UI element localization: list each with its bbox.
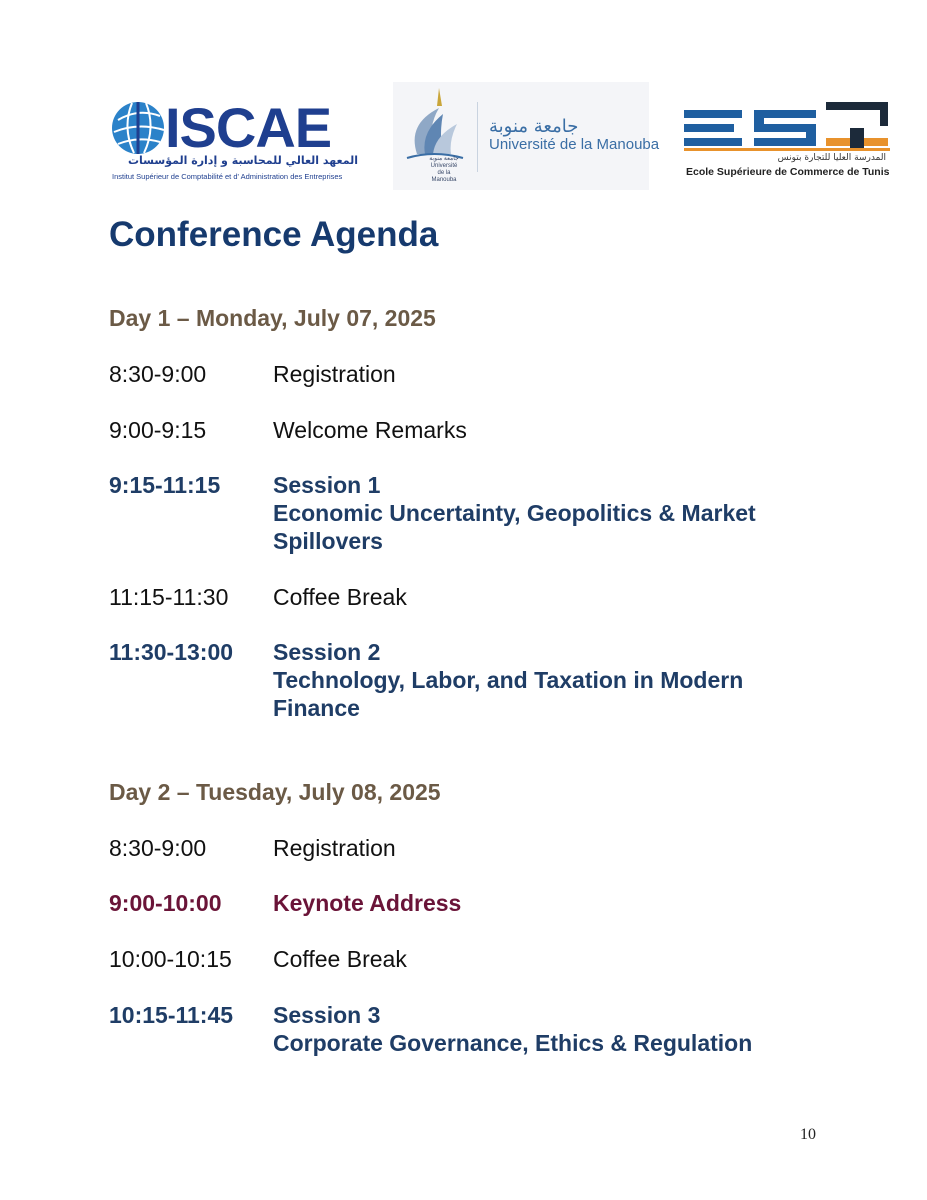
agenda-description xyxy=(273,889,833,917)
agenda-line: Registration xyxy=(273,361,396,387)
manouba-french-name: Université de la Manouba xyxy=(489,136,660,153)
agenda-time: 9:00-10:00 xyxy=(109,890,222,916)
esc-french-name: Ecole Supérieure de Commerce de Tunis xyxy=(686,166,890,178)
session-topic: Corporate Governance, Ethics & Regulation xyxy=(273,1030,753,1056)
agenda-description xyxy=(273,638,833,722)
agenda-time: 11:15-11:30 xyxy=(109,584,229,610)
agenda-time: 10:00-10:15 xyxy=(109,946,232,972)
iscae-french-name: Institut Supérieur de Comptabilité et d' Administration des Entreprises xyxy=(112,172,343,181)
agenda-description xyxy=(273,583,833,611)
manouba-logo xyxy=(393,82,660,190)
agenda-line: Coffee Break xyxy=(273,584,407,610)
day-heading: Day 1 – Monday, July 07, 2025 xyxy=(109,305,436,331)
session-topic: Economic Uncertainty, Geopolitics & Market xyxy=(273,500,756,526)
agenda-time: 9:15-11:15 xyxy=(109,472,221,498)
agenda-description xyxy=(273,416,833,444)
agenda-description xyxy=(273,471,833,555)
session-topic: Technology, Labor, and Taxation in Modern xyxy=(273,667,744,693)
agenda-line: Coffee Break xyxy=(273,946,407,972)
iscae-globe-icon xyxy=(110,98,170,158)
agenda-description xyxy=(273,1001,833,1057)
session-label: Session 1 xyxy=(273,472,381,498)
agenda-line: Registration xyxy=(273,835,396,861)
session-label: Session 3 xyxy=(273,1002,381,1028)
page-number: 10 xyxy=(800,1126,816,1143)
manouba-emblem-text: جامعة منوبة Université de la Manouba xyxy=(429,156,459,183)
esc-logo xyxy=(682,98,892,182)
esc-letters-icon xyxy=(684,98,890,154)
agenda-description xyxy=(273,945,833,973)
session-topic: Finance xyxy=(273,695,360,721)
agenda-description xyxy=(273,360,833,388)
agenda-time: 10:15-11:45 xyxy=(109,1002,234,1028)
agenda-time: 8:30-9:00 xyxy=(109,361,207,387)
agenda-time: 9:00-9:15 xyxy=(109,417,207,443)
esc-arabic-name: المدرسة العليا للتجارة بتونس xyxy=(777,153,886,163)
agenda-time: 11:30-13:00 xyxy=(109,639,234,665)
iscae-wordmark: ISCAE xyxy=(165,96,332,159)
agenda-line: Welcome Remarks xyxy=(273,417,467,443)
session-topic: Spillovers xyxy=(273,528,383,554)
session-label: Session 2 xyxy=(273,639,381,665)
agenda-time: 8:30-9:00 xyxy=(109,835,207,861)
iscae-arabic-name: المعهد العالي للمحاسبة و إدارة المؤسسات xyxy=(128,154,358,167)
agenda-description xyxy=(273,834,833,862)
manouba-arabic-name: جامعة منوبة xyxy=(489,116,579,137)
day-heading: Day 2 – Tuesday, July 08, 2025 xyxy=(109,779,441,805)
keynote-label: Keynote Address xyxy=(273,890,462,916)
iscae-logo xyxy=(110,96,360,188)
page-title: Conference Agenda xyxy=(109,215,439,254)
